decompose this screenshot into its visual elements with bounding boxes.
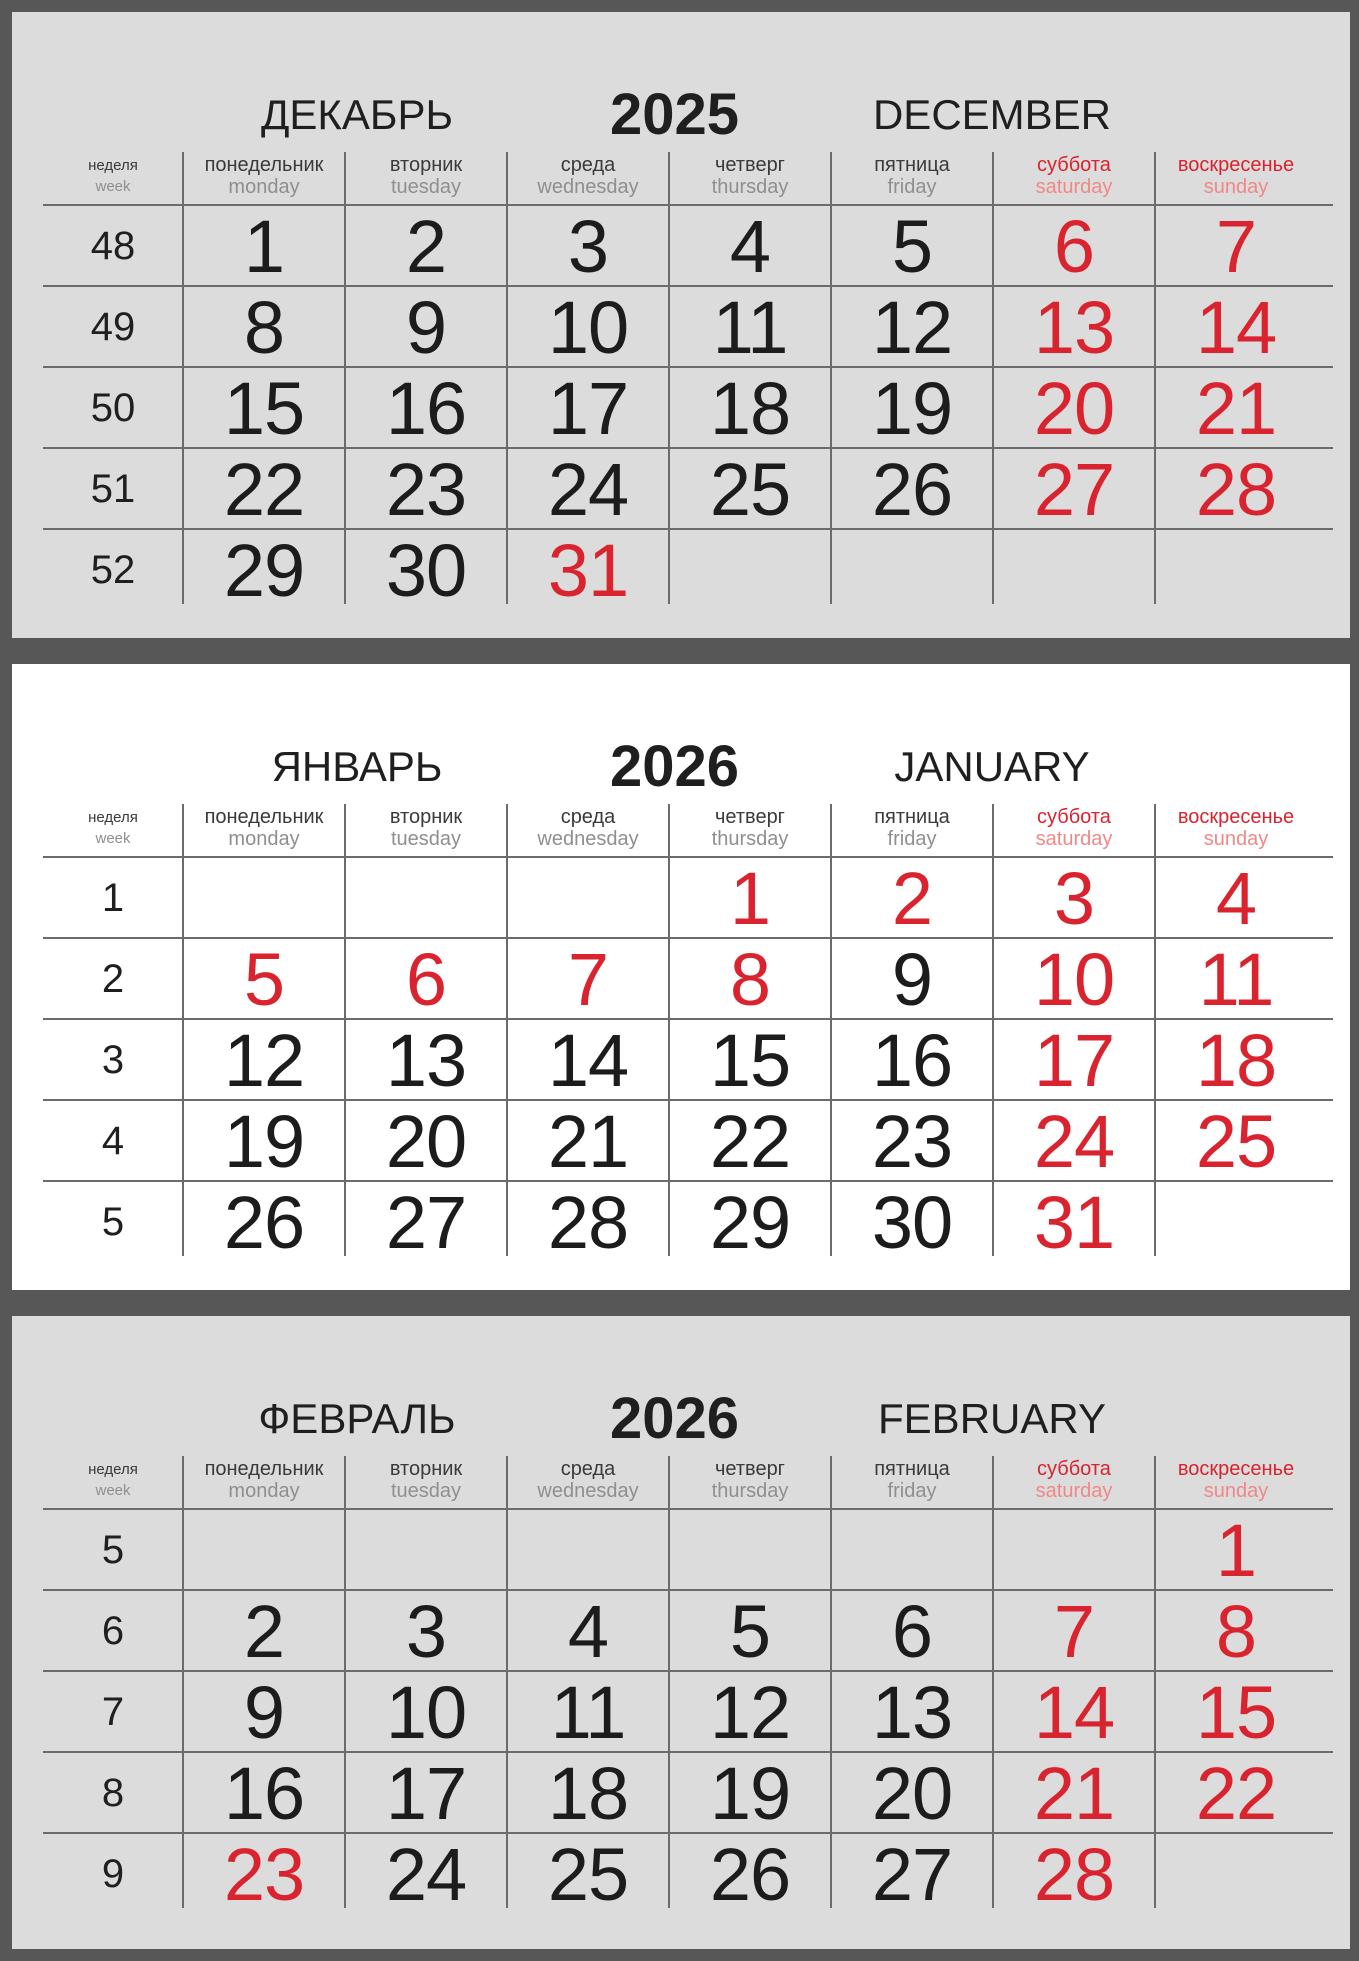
day-number: 17 [547, 367, 629, 450]
weekday-name-ru: среда [560, 806, 616, 828]
day-number: 25 [547, 1833, 629, 1916]
weekday-name-ru: пятница [874, 154, 950, 176]
week-header-ru: неделя [88, 809, 138, 826]
month-block [12, 664, 1350, 1290]
day-number: 20 [871, 1752, 953, 1835]
weekday-name-ru: суббота [1037, 1458, 1111, 1480]
weekday-name-en: saturday [1035, 828, 1113, 850]
year-label: 2026 [609, 734, 740, 799]
week-number: 49 [90, 305, 136, 349]
week-header-en: week [95, 830, 131, 847]
weekday-header [345, 1456, 507, 1508]
weekday-name-en: tuesday [390, 1480, 462, 1502]
day-number: 30 [871, 1181, 953, 1264]
month-name-ru: ФЕВРАЛЬ [258, 1395, 456, 1442]
day-number: 8 [729, 938, 771, 1021]
day-number: 2 [243, 1590, 285, 1673]
weekday-name-ru: понедельник [204, 1458, 324, 1480]
weekday-name-en: sunday [1203, 828, 1269, 850]
week-number: 51 [90, 467, 136, 511]
weekday-name-ru: вторник [389, 154, 463, 176]
weekday-name-en: tuesday [390, 176, 462, 198]
weekday-header [993, 1456, 1155, 1508]
day-number: 7 [567, 938, 609, 1021]
day-number: 18 [709, 367, 791, 450]
week-number: 52 [90, 548, 136, 592]
day-number: 19 [709, 1752, 791, 1835]
day-number: 31 [547, 529, 629, 612]
day-number: 16 [385, 367, 467, 450]
day-number: 24 [1033, 1100, 1115, 1183]
weekday-name-en: thursday [711, 1480, 789, 1502]
day-number: 12 [709, 1671, 791, 1754]
day-number: 10 [1033, 938, 1115, 1021]
week-number: 50 [90, 386, 136, 430]
weekday-name-ru: суббота [1037, 806, 1111, 828]
day-number: 23 [385, 448, 467, 531]
year-label: 2026 [609, 1386, 740, 1451]
day-number: 10 [385, 1671, 467, 1754]
weekday-header [1155, 152, 1317, 204]
week-header-en: week [95, 1482, 131, 1499]
day-number: 1 [243, 205, 285, 288]
weekday-header [993, 152, 1155, 204]
weekday-name-en: friday [887, 1480, 937, 1502]
day-number: 11 [712, 286, 788, 369]
day-number: 6 [1053, 205, 1095, 288]
day-number: 15 [709, 1019, 791, 1102]
day-number: 27 [871, 1833, 953, 1916]
day-number: 22 [709, 1100, 791, 1183]
weekday-header [507, 152, 669, 204]
day-number: 22 [1195, 1752, 1277, 1835]
weekday-header [507, 1456, 669, 1508]
day-number: 15 [1195, 1671, 1277, 1754]
week-header-ru: неделя [88, 1461, 138, 1478]
day-number: 21 [547, 1100, 629, 1183]
day-number: 16 [223, 1752, 305, 1835]
day-number: 31 [1033, 1181, 1115, 1264]
day-number: 5 [729, 1590, 771, 1673]
day-number: 3 [405, 1590, 447, 1673]
day-number: 11 [1198, 938, 1274, 1021]
weekday-name-ru: суббота [1037, 154, 1111, 176]
weekday-name-ru: понедельник [204, 806, 324, 828]
weekday-header [669, 152, 831, 204]
day-number: 29 [709, 1181, 791, 1264]
day-number: 1 [1215, 1509, 1257, 1592]
day-number: 21 [1195, 367, 1277, 450]
day-number: 13 [1033, 286, 1115, 369]
day-number: 24 [547, 448, 629, 531]
week-number: 9 [101, 1852, 125, 1896]
day-number: 21 [1033, 1752, 1115, 1835]
grid-line [43, 1508, 1333, 1510]
week-number: 3 [101, 1038, 125, 1082]
weekday-header [345, 152, 507, 204]
day-number: 17 [385, 1752, 467, 1835]
day-number: 25 [709, 448, 791, 531]
weekday-name-ru: воскресенье [1177, 154, 1295, 176]
day-number: 29 [223, 529, 305, 612]
weekday-name-ru: четверг [715, 1458, 785, 1480]
weekday-name-ru: пятница [874, 1458, 950, 1480]
weekday-name-en: saturday [1035, 1480, 1113, 1502]
day-number: 13 [871, 1671, 953, 1754]
weekday-name-ru: четверг [715, 806, 785, 828]
weekday-header [183, 804, 345, 856]
day-number: 27 [1033, 448, 1115, 531]
day-number: 7 [1215, 205, 1257, 288]
day-number: 23 [871, 1100, 953, 1183]
weekday-name-en: sunday [1203, 176, 1269, 198]
day-number: 26 [871, 448, 953, 531]
weekday-header [1155, 804, 1317, 856]
day-number: 19 [223, 1100, 305, 1183]
weekday-header [831, 152, 993, 204]
week-column-header [43, 804, 183, 856]
weekday-name-en: friday [887, 828, 937, 850]
week-number: 2 [101, 957, 125, 1001]
weekday-header [831, 804, 993, 856]
day-number: 4 [567, 1590, 609, 1673]
day-number: 14 [547, 1019, 629, 1102]
day-number: 5 [891, 205, 933, 288]
weekday-name-ru: вторник [389, 1458, 463, 1480]
month-name-ru: ДЕКАБРЬ [260, 91, 454, 138]
day-number: 14 [1033, 1671, 1115, 1754]
month-name-en: JANUARY [894, 743, 1090, 790]
day-number: 6 [891, 1590, 933, 1673]
day-number: 11 [550, 1671, 626, 1754]
year-label: 2025 [609, 82, 740, 147]
day-number: 4 [1215, 857, 1257, 940]
weekday-name-en: wednesday [537, 176, 639, 198]
week-number: 7 [101, 1690, 125, 1734]
day-number: 16 [871, 1019, 953, 1102]
weekday-name-en: thursday [711, 828, 789, 850]
day-number: 23 [223, 1833, 305, 1916]
weekday-header [669, 804, 831, 856]
day-number: 2 [405, 205, 447, 288]
week-number: 5 [101, 1528, 125, 1572]
weekday-header [1155, 1456, 1317, 1508]
day-number: 5 [243, 938, 285, 1021]
day-number: 12 [871, 286, 953, 369]
day-number: 19 [871, 367, 953, 450]
week-header-en: week [95, 178, 131, 195]
day-number: 28 [1033, 1833, 1115, 1916]
weekday-name-en: monday [228, 828, 300, 850]
weekday-header [507, 804, 669, 856]
month-block [12, 12, 1350, 638]
weekday-header [183, 1456, 345, 1508]
week-column-header [43, 152, 183, 204]
week-number: 8 [101, 1771, 125, 1815]
weekday-name-en: monday [228, 176, 300, 198]
day-number: 4 [729, 205, 771, 288]
day-number: 9 [891, 938, 933, 1021]
weekday-name-en: monday [228, 1480, 300, 1502]
day-number: 7 [1053, 1590, 1095, 1673]
week-number: 6 [101, 1609, 125, 1653]
weekday-name-ru: среда [560, 154, 616, 176]
week-number: 1 [101, 876, 125, 920]
week-number: 48 [90, 224, 136, 268]
day-number: 3 [1053, 857, 1095, 940]
day-number: 14 [1195, 286, 1277, 369]
weekday-name-en: wednesday [537, 828, 639, 850]
day-number: 18 [1195, 1019, 1277, 1102]
day-number: 20 [385, 1100, 467, 1183]
weekday-header [669, 1456, 831, 1508]
weekday-name-ru: пятница [874, 806, 950, 828]
day-number: 9 [243, 1671, 285, 1754]
day-number: 18 [547, 1752, 629, 1835]
day-number: 2 [891, 857, 933, 940]
weekday-name-ru: воскресенье [1177, 806, 1295, 828]
day-number: 28 [1195, 448, 1277, 531]
weekday-name-en: wednesday [537, 1480, 639, 1502]
weekday-name-ru: воскресенье [1177, 1458, 1295, 1480]
week-number: 4 [101, 1119, 125, 1163]
weekday-name-en: thursday [711, 176, 789, 198]
day-number: 25 [1195, 1100, 1277, 1183]
day-number: 13 [385, 1019, 467, 1102]
weekday-name-en: friday [887, 176, 937, 198]
day-number: 10 [547, 286, 629, 369]
day-number: 27 [385, 1181, 467, 1264]
day-number: 26 [223, 1181, 305, 1264]
day-number: 20 [1033, 367, 1115, 450]
weekday-name-ru: понедельник [204, 154, 324, 176]
month-name-en: DECEMBER [872, 91, 1112, 138]
week-column-header [43, 1456, 183, 1508]
month-block [12, 1316, 1350, 1949]
day-number: 15 [223, 367, 305, 450]
weekday-name-en: tuesday [390, 828, 462, 850]
day-number: 8 [1215, 1590, 1257, 1673]
weekday-name-en: saturday [1035, 176, 1113, 198]
weekday-name-en: sunday [1203, 1480, 1269, 1502]
weekday-name-ru: вторник [389, 806, 463, 828]
day-number: 28 [547, 1181, 629, 1264]
day-number: 9 [405, 286, 447, 369]
day-number: 1 [729, 857, 771, 940]
week-number: 5 [101, 1200, 125, 1244]
week-header-ru: неделя [88, 157, 138, 174]
day-number: 26 [709, 1833, 791, 1916]
weekday-name-ru: четверг [715, 154, 785, 176]
month-name-ru: ЯНВАРЬ [271, 743, 443, 790]
day-number: 22 [223, 448, 305, 531]
day-number: 3 [567, 205, 609, 288]
day-number: 12 [223, 1019, 305, 1102]
weekday-header [345, 804, 507, 856]
day-number: 17 [1033, 1019, 1115, 1102]
weekday-header [993, 804, 1155, 856]
weekday-header [183, 152, 345, 204]
month-name-en: FEBRUARY [878, 1395, 1106, 1442]
weekday-name-ru: среда [560, 1458, 616, 1480]
day-number: 6 [405, 938, 447, 1021]
weekday-header [831, 1456, 993, 1508]
day-number: 24 [385, 1833, 467, 1916]
day-number: 30 [385, 529, 467, 612]
day-number: 8 [243, 286, 285, 369]
